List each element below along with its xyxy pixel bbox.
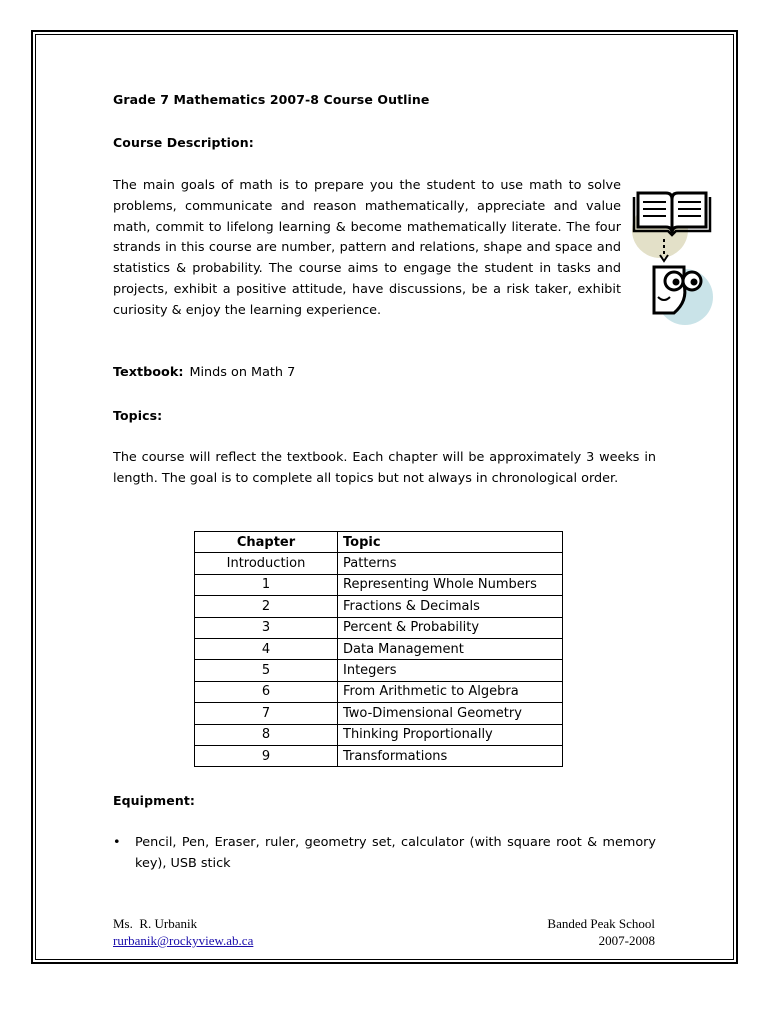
topic-cell: Fractions & Decimals — [338, 596, 563, 617]
chapter-cell: 7 — [195, 703, 338, 724]
table-header-row — [195, 532, 563, 553]
table-row — [195, 660, 563, 681]
table-row — [195, 638, 563, 659]
topic-cell: Data Management — [338, 638, 563, 659]
topic-cell: Patterns — [338, 553, 563, 574]
table-row — [195, 553, 563, 574]
table-row — [195, 681, 563, 702]
footer-right — [470, 915, 655, 949]
chapter-cell: Introduction — [195, 553, 338, 574]
teacher-email-link[interactable]: rurbanik@rockyview.ab.ca — [113, 933, 254, 948]
document-title: Grade 7 Mathematics 2007-8 Course Outline — [113, 92, 430, 107]
chapter-cell: 1 — [195, 574, 338, 595]
topic-cell: Thinking Proportionally — [338, 724, 563, 745]
topic-cell: Representing Whole Numbers — [338, 574, 563, 595]
chapter-cell: 2 — [195, 596, 338, 617]
topics-heading: Topics: — [113, 408, 163, 423]
textbook-label: Textbook: — [113, 365, 184, 380]
chapter-cell: 4 — [195, 638, 338, 659]
footer-left — [113, 915, 253, 949]
teacher-name: Ms. R. Urbanik — [113, 916, 198, 931]
course-description-heading: Course Description: — [113, 135, 254, 150]
table-row — [195, 745, 563, 766]
equipment-heading: Equipment: — [113, 793, 195, 808]
chapter-topic-table — [194, 531, 563, 767]
topic-cell: Transformations — [338, 745, 563, 766]
topic-column-header: Topic — [338, 532, 563, 553]
topic-cell: Integers — [338, 660, 563, 681]
equipment-list — [113, 833, 656, 875]
topic-cell: Two-Dimensional Geometry — [338, 703, 563, 724]
table-row — [195, 574, 563, 595]
chapter-cell: 5 — [195, 660, 338, 681]
topic-cell: Percent & Probability — [338, 617, 563, 638]
topics-paragraph: The course will reflect the textbook. Each chapter will be approximately 3 weeks in length. The goal is to complete all topics but not always in chronological order. — [113, 450, 656, 486]
school-year: 2007-2008 — [598, 933, 655, 948]
list-item — [113, 833, 656, 875]
bullet-icon: • — [113, 835, 121, 850]
chapter-cell: 8 — [195, 724, 338, 745]
chapter-cell: 9 — [195, 745, 338, 766]
table-row — [195, 617, 563, 638]
chapter-column-header: Chapter — [195, 532, 338, 553]
textbook-line — [113, 365, 295, 380]
table-row — [195, 596, 563, 617]
course-description-paragraph: The main goals of math is to prepare you the student to use math to solve problems, communicate and reason mathematically, appreciate and value math, commit to lifelong learning & become mathematically literate. The four strands in this course are number, pattern and relations, shape and space and statistics & probability. The course aims to engage the student in tasks and projects, exhibit a positive attitude, have discussions, be a risk taker, exhibit curiosity & enjoy the learning experience. — [113, 178, 621, 318]
page-border-inner — [35, 34, 734, 960]
table-row — [195, 724, 563, 745]
school-name: Banded Peak School — [547, 916, 655, 931]
textbook-value: Minds on Math 7 — [189, 365, 296, 380]
equipment-item-text: Pencil, Pen, Eraser, ruler, geometry set, calculator (with square root & memory key), USB stick — [135, 835, 656, 871]
chapter-cell: 6 — [195, 681, 338, 702]
chapter-cell: 3 — [195, 617, 338, 638]
topic-cell: From Arithmetic to Algebra — [338, 681, 563, 702]
book-reader-illustration — [630, 185, 720, 325]
table-row — [195, 703, 563, 724]
